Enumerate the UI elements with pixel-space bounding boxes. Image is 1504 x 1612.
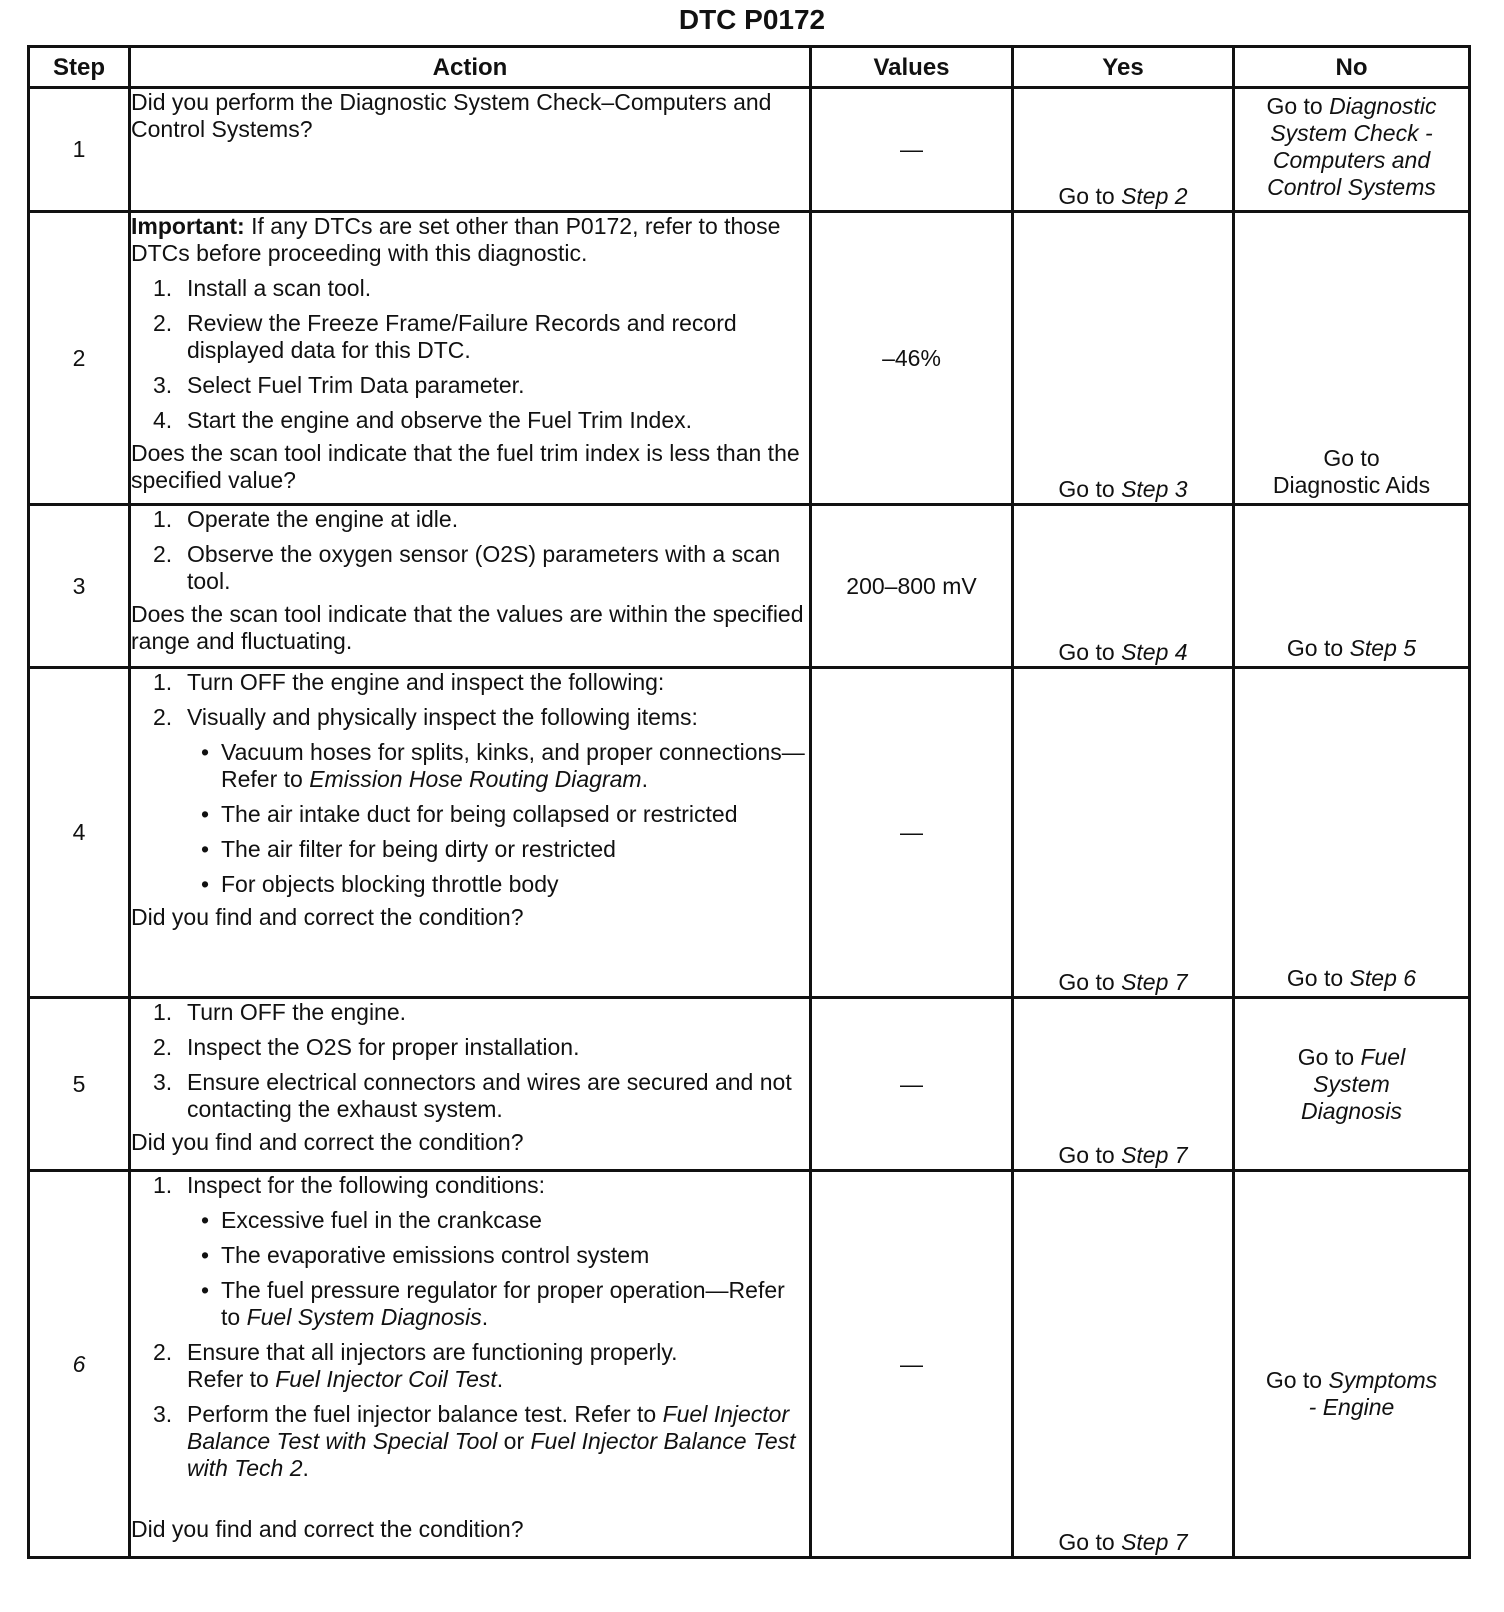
no-target-link-line3[interactable]: Diagnosis: [1301, 1097, 1402, 1124]
header-action: Action: [130, 47, 811, 88]
reference-link[interactable]: Fuel Injector Balance Test with Tech 2: [187, 1428, 796, 1481]
go-to-label: Go to: [1286, 965, 1344, 991]
numbered-item: 3. Select Fuel Trim Data parameter.: [153, 372, 525, 398]
reference-link[interactable]: Fuel Injector Balance Test with Special Tool: [187, 1401, 790, 1454]
action-text: Did you perform the Diagnostic System Check: [131, 89, 602, 115]
reference-link[interactable]: Fuel System Diagnosis: [246, 1304, 482, 1330]
action-cell: [130, 998, 811, 1171]
no-target-link[interactable]: Diagnostic Aids: [1272, 472, 1431, 498]
numbered-item: 1. Operate the engine at idle.: [153, 506, 459, 532]
go-to-label: Go to: [1058, 969, 1115, 995]
numbered-item: 2. Ensure that all injectors are functioning properly. Refer to Fuel Injector Coil Test.: [153, 1339, 678, 1392]
important-label: Important:: [131, 213, 245, 239]
table-header-row: [29, 47, 1470, 88]
value-cell: –46%: [811, 212, 1013, 505]
no-target-link-line2[interactable]: System Check -: [1270, 120, 1433, 146]
value-cell: —: [811, 88, 1013, 212]
numbered-item: 1. Turn OFF the engine.: [153, 999, 407, 1025]
no-cell: [1234, 505, 1470, 668]
page-title: DTC P0172: [678, 4, 826, 35]
action-question: Did you find and correct the condition?: [131, 1516, 524, 1542]
numbered-item: 3. Perform the fuel injector balance test. Refer to Fuel Injector Balance Test with Special Tool or Fuel Injector Balance Test with Tech 2.: [153, 1401, 796, 1481]
action-cell: [130, 88, 811, 212]
go-to-label: Go to: [1058, 476, 1115, 502]
diagnostic-table: [27, 45, 1471, 1559]
action-question: Does the scan tool indicate that the fuel trim index is less than the specified value?: [131, 440, 800, 493]
yes-target-link[interactable]: Step 3: [1121, 476, 1188, 502]
header-no: No: [1234, 47, 1470, 88]
no-cell: [1234, 668, 1470, 998]
no-target-link-line2[interactable]: System: [1313, 1070, 1390, 1097]
go-to-label: Go to: [1297, 1043, 1355, 1070]
table-row: [29, 505, 1470, 668]
yes-cell: [1013, 212, 1234, 505]
action-text-tail: –Computers and Control Systems?: [131, 89, 772, 142]
step-number: 1: [29, 88, 130, 212]
yes-cell: [1013, 1171, 1234, 1558]
step-number: 4: [29, 668, 130, 998]
important-text: If any DTCs are set other than P0172, refer to those DTCs before proceeding with this diagnostic.: [131, 213, 781, 266]
yes-target-link[interactable]: Step 4: [1121, 639, 1188, 665]
bullet-item: • The fuel pressure regulator for proper operation—Refer to Fuel System Diagnosis.: [201, 1277, 785, 1330]
go-to-label: Go to: [1266, 93, 1323, 119]
reference-link[interactable]: Emission Hose Routing Diagram: [309, 766, 642, 792]
table-row: [29, 1171, 1470, 1558]
table-row: [29, 88, 1470, 212]
value-cell: —: [811, 668, 1013, 998]
bullet-item: • The air filter for being dirty or restricted: [201, 836, 616, 862]
header-values: Values: [811, 47, 1013, 88]
yes-target-link[interactable]: Step 2: [1121, 183, 1188, 209]
numbered-item: 2. Inspect the O2S for proper installation.: [153, 1034, 580, 1060]
bullet-item: • Excessive fuel in the crankcase: [201, 1207, 542, 1233]
numbered-item: 4. Start the engine and observe the Fuel Trim Index.: [153, 407, 693, 433]
no-target-link[interactable]: Step 5: [1349, 635, 1417, 661]
numbered-item: 2. Review the Freeze Frame/Failure Records and record displayed data for this DTC.: [153, 310, 737, 363]
no-text: Go to: [1323, 445, 1380, 471]
no-cell: [1234, 1171, 1470, 1558]
step-number: 2: [29, 212, 130, 505]
go-to-label: Go to: [1058, 1529, 1115, 1555]
no-target-link-line3[interactable]: Computers and: [1272, 147, 1431, 173]
numbered-item: 1. Inspect for the following conditions:: [153, 1172, 545, 1198]
no-target-link[interactable]: Diagnostic: [1329, 93, 1437, 119]
header-step: Step: [29, 47, 130, 88]
action-cell: [130, 668, 811, 998]
reference-link[interactable]: Fuel Injector Coil Test: [275, 1366, 497, 1392]
action-cell: [130, 212, 811, 505]
numbered-item: 2. Observe the oxygen sensor (O2S) parameters with a scan tool.: [153, 541, 781, 594]
table-row: [29, 668, 1470, 998]
action-cell: [130, 505, 811, 668]
no-target-link-line2[interactable]: - Engine: [1308, 1394, 1395, 1420]
numbered-item: 1. Turn OFF the engine and inspect the following:: [153, 669, 665, 695]
no-target-link[interactable]: Step 6: [1349, 965, 1417, 991]
step-number: 5: [29, 998, 130, 1171]
bullet-item: • Vacuum hoses for splits, kinks, and proper connections—Refer to Emission Hose Routing Diagram.: [201, 739, 805, 792]
numbered-item: 2. Visually and physically inspect the following items:: [153, 704, 698, 730]
table-row: [29, 212, 1470, 505]
bullet-item: • The evaporative emissions control system: [201, 1242, 650, 1268]
action-question: Did you find and correct the condition?: [131, 904, 524, 930]
go-to-label: Go to: [1058, 183, 1115, 209]
header-yes: Yes: [1013, 47, 1234, 88]
yes-cell: [1013, 505, 1234, 668]
action-question: Does the scan tool indicate that the values are within the specified range and fluctuating.: [131, 601, 804, 654]
action-question: Did you find and correct the condition?: [131, 1129, 524, 1155]
yes-cell: [1013, 88, 1234, 212]
no-cell: [1234, 212, 1470, 505]
no-cell: [1234, 998, 1470, 1171]
value-cell: 200–800 mV: [811, 505, 1013, 668]
numbered-item: 1. Install a scan tool.: [153, 275, 372, 301]
go-to-label: Go to: [1058, 639, 1115, 665]
no-target-link[interactable]: Symptoms: [1328, 1367, 1438, 1393]
no-target-link[interactable]: Fuel: [1360, 1043, 1406, 1070]
step-number: 6: [29, 1171, 130, 1558]
table-row: [29, 998, 1470, 1171]
bullet-item: • For objects blocking throttle body: [201, 871, 559, 897]
go-to-label: Go to: [1286, 635, 1344, 661]
no-target-link-line4[interactable]: Control Systems: [1267, 174, 1436, 200]
action-cell: [130, 1171, 811, 1558]
no-cell: [1234, 88, 1470, 212]
yes-target-link[interactable]: Step 7: [1121, 1529, 1188, 1555]
step-number: 3: [29, 505, 130, 668]
yes-cell: [1013, 998, 1234, 1171]
value-cell: —: [811, 998, 1013, 1171]
numbered-item: 3. Ensure electrical connectors and wires are secured and not contacting the exhaust system.: [153, 1069, 792, 1122]
value-cell: —: [811, 1171, 1013, 1558]
bullet-item: • The air intake duct for being collapsed or restricted: [201, 801, 738, 827]
yes-target-link[interactable]: Step 7: [1121, 969, 1188, 995]
yes-target-link[interactable]: Step 7: [1121, 1142, 1188, 1168]
yes-cell: [1013, 668, 1234, 998]
go-to-label: Go to: [1058, 1142, 1115, 1168]
go-to-label: Go to: [1265, 1367, 1323, 1393]
